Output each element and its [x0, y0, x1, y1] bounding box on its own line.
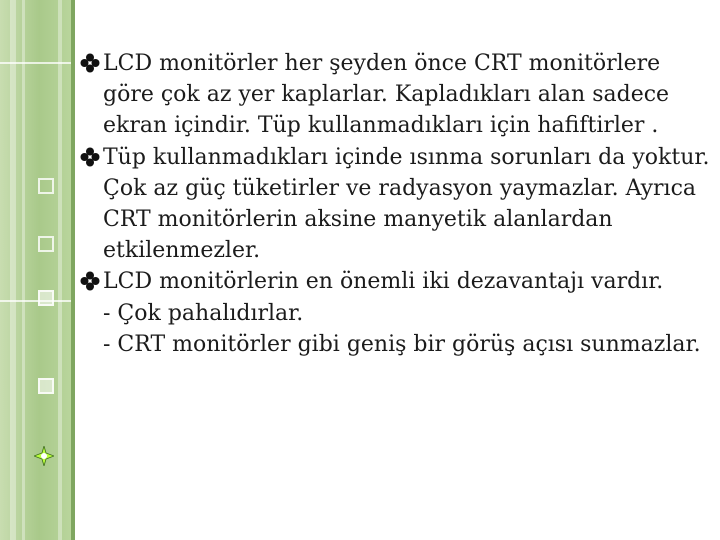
strip-stripe [22, 0, 25, 540]
bullet-text: LCD monitörlerin en önemli iki dezavantajı vardır. [103, 269, 664, 295]
strip-square [38, 290, 54, 306]
bullet-item [80, 142, 712, 267]
diamond-bullet-icon [80, 53, 100, 73]
sparkle-icon [34, 446, 54, 466]
strip-stripe [58, 0, 62, 540]
strip-square [38, 178, 54, 194]
slide-body [80, 48, 712, 360]
sub-item: - CRT monitörler gibi geniş bir görüş açısı sunmazlar. [103, 331, 701, 357]
bullet-item [80, 266, 712, 360]
strip-stripe [10, 0, 16, 540]
strip-square [38, 378, 54, 394]
strip-square [38, 236, 54, 252]
diamond-bullet-icon [80, 271, 100, 291]
bullet-item [80, 48, 712, 142]
strip-line [0, 62, 71, 64]
strip-line [0, 300, 71, 302]
sub-item: - Çok pahalıdırlar. [103, 300, 304, 326]
bullet-text: Tüp kullanmadıkları içinde ısınma sorunları da yoktur. Çok az güç tüketirler ve radyasyon yaymazlar. Ayrıca CRT monitörlerin aksine manyetik alanlardan etkilenmezler. [103, 144, 710, 264]
bullet-text: LCD monitörler her şeyden önce CRT monitörlere göre çok az yer kaplarlar. Kapladıkları alan sadece ekran içindir. Tüp kullanmadıkları için hafiftirler . [103, 51, 670, 139]
diamond-bullet-icon [80, 147, 100, 167]
strip-divider [71, 0, 75, 540]
decorative-left-strip [0, 0, 71, 540]
